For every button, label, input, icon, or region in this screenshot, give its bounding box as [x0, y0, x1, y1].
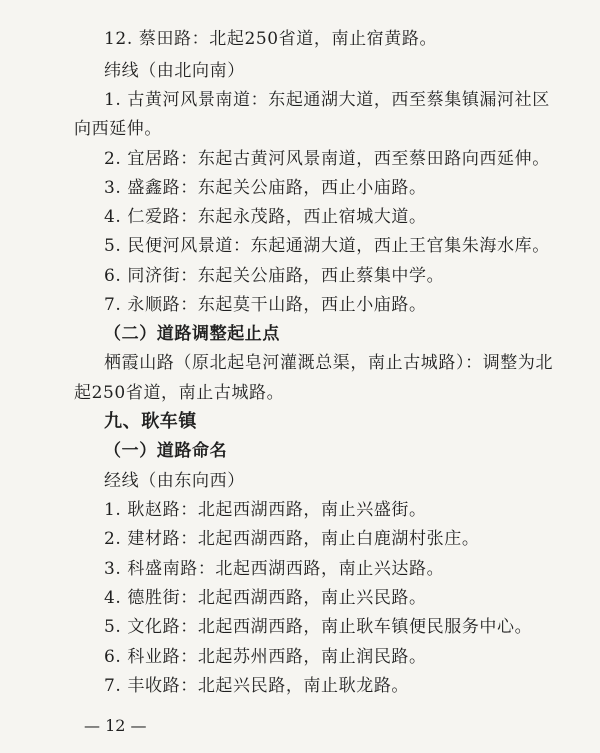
text-line: 栖霞山路（原北起皂河灌溉总渠，南止古城路）：调整为北 — [104, 353, 554, 373]
text-line: 5. 文化路：北起西湖西路，南止耿车镇便民服务中心。 — [104, 617, 533, 637]
text-line: 6. 科业路：北起苏州西路，南止润民路。 — [104, 647, 427, 667]
text-line: 7. 永顺路：东起莫干山路，西止小庙路。 — [104, 295, 427, 315]
text-line: 2. 建材路：北起西湖西路，南止白鹿湖村张庄。 — [104, 529, 480, 549]
text-line: 纬线（由北向南） — [104, 61, 245, 81]
text-line: 起250省道，南止古城路。 — [74, 383, 285, 403]
text-line: 5. 民便河风景道：东起通湖大道，西止王官集朱海水库。 — [104, 236, 550, 256]
text-line: 经线（由东向西） — [104, 471, 245, 491]
section-heading: （一）道路命名 — [104, 441, 228, 461]
text-line: 2. 宜居路：东起古黄河风景南道，西至蔡田路向西延伸。 — [104, 149, 550, 169]
text-line: 4. 德胜街：北起西湖西路，南止兴民路。 — [104, 588, 427, 608]
text-line: 6. 同济街：东起关公庙路，西止蔡集中学。 — [104, 266, 445, 286]
text-line: 12. 蔡田路：北起250省道，南止宿黄路。 — [104, 29, 438, 49]
text-line: 7. 丰收路：北起兴民路，南止耿龙路。 — [104, 676, 410, 696]
text-line: 3. 盛鑫路：东起关公庙路，西止小庙路。 — [104, 178, 427, 198]
text-line: 3. 科盛南路：北起西湖西路，南止兴达路。 — [104, 559, 445, 579]
chapter-heading: 九、耿车镇 — [104, 411, 197, 432]
text-line: 向西延伸。 — [74, 119, 162, 139]
text-line: 1. 古黄河风景南道：东起通湖大道，西至蔡集镇漏河社区 — [104, 90, 550, 110]
page-number: — 12 — — [84, 716, 147, 735]
text-line: 4. 仁爱路：东起永茂路，西止宿城大道。 — [104, 207, 427, 227]
text-line: 1. 耿赵路：北起西湖西路，南止兴盛街。 — [104, 500, 427, 520]
section-heading: （二）道路调整起止点 — [104, 324, 280, 344]
